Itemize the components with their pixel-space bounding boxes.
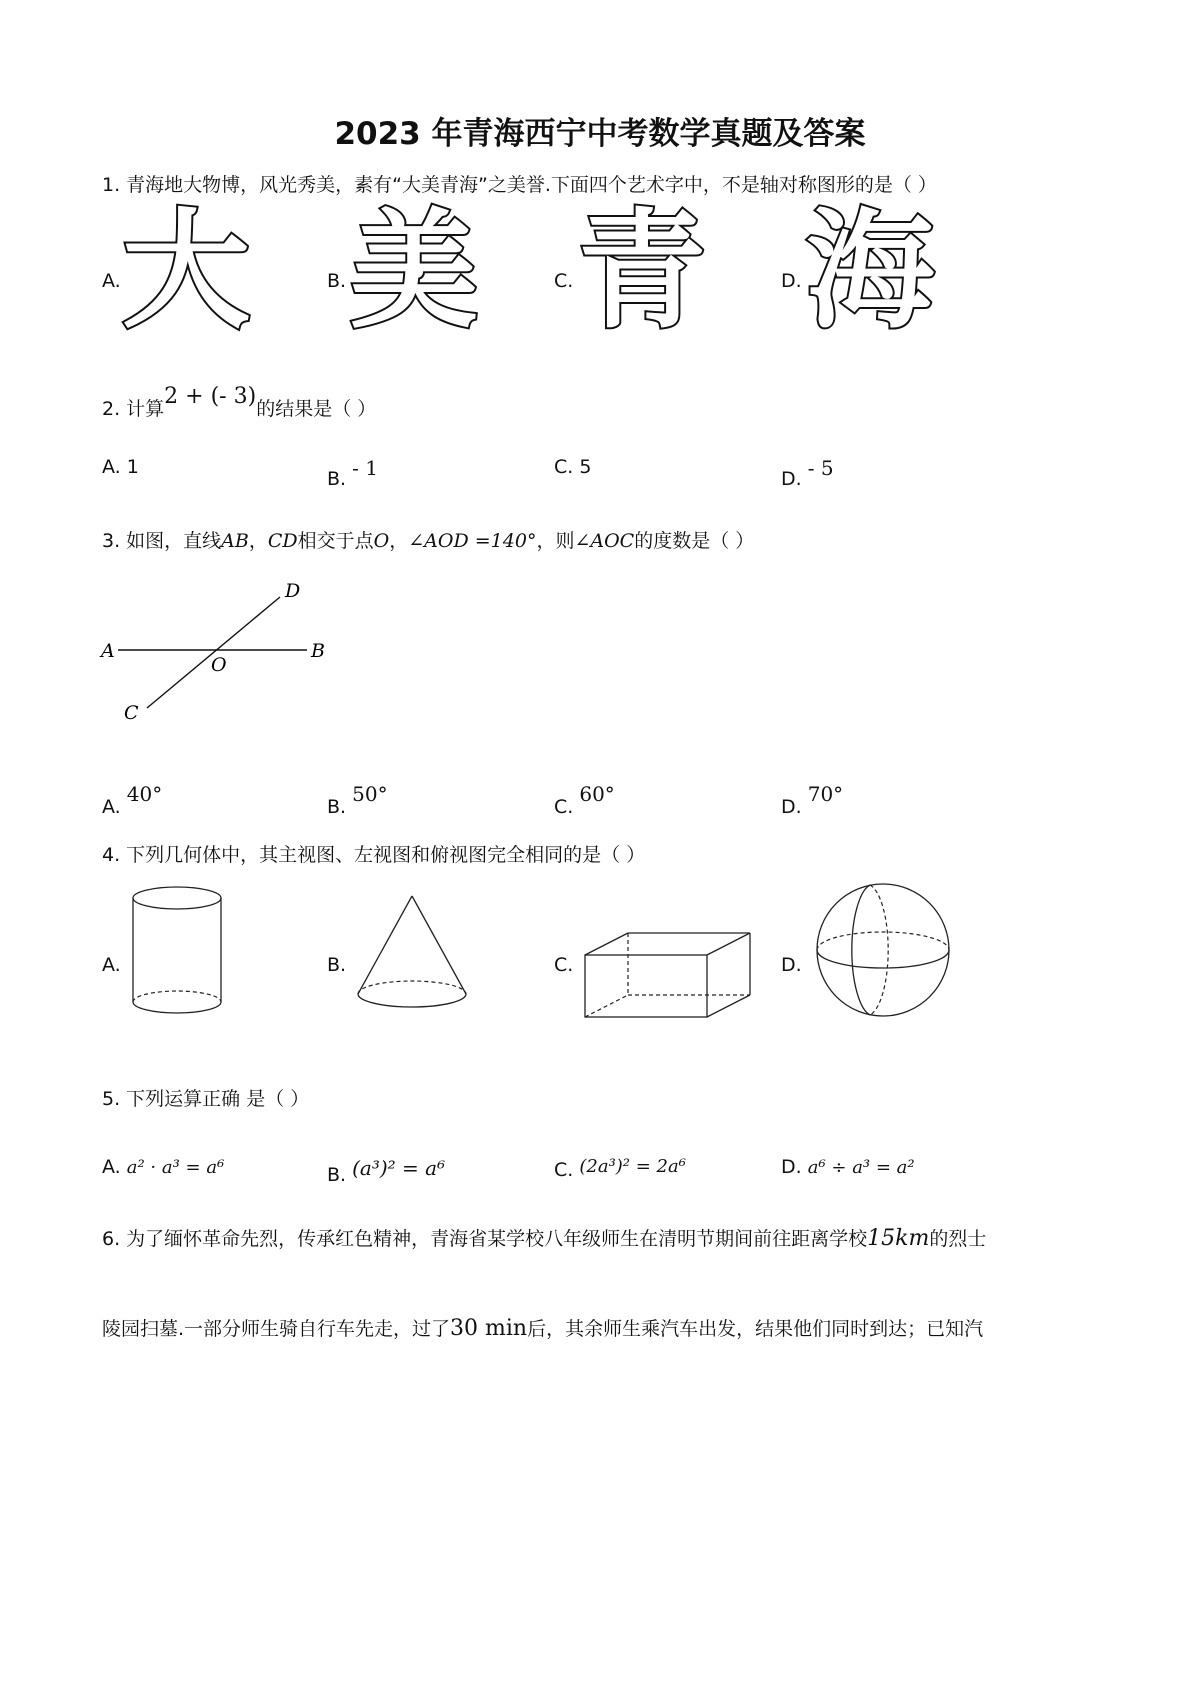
- q5-option-a: [102, 1156, 224, 1178]
- q6-text-part: 后，其余师生乘汽车出发，结果他们同时到达；已知汽: [527, 1318, 984, 1340]
- q5-option-d-expr: a⁶ ÷ a³ = a²: [807, 1157, 915, 1178]
- q5-option-a-expr: a² · a³ = a⁶: [126, 1157, 225, 1178]
- q3-option-d: [781, 782, 843, 818]
- label-d: D: [285, 580, 301, 602]
- q2-prefix: 2. 计算: [102, 398, 165, 420]
- q2-option-d-label: D.: [781, 468, 802, 490]
- q3-text-part: ，: [389, 530, 409, 552]
- q4-option-a-label: A.: [102, 954, 121, 976]
- q2-option-a: [102, 456, 139, 478]
- sphere-icon: [808, 878, 958, 1023]
- label-c: C: [124, 702, 139, 724]
- q5-option-d-label: D.: [781, 1156, 802, 1178]
- q5-option-a-label: A.: [102, 1156, 121, 1178]
- q3-option-a-value: 40°: [126, 782, 163, 806]
- question-4-text: 4. 下列几何体中，其主视图、左视图和俯视图完全相同的是（ ）: [102, 844, 646, 866]
- line-cd: [147, 597, 280, 708]
- q1-option-c-char: 青: [578, 197, 707, 346]
- q3-text-part: ，则: [536, 530, 575, 552]
- q3-option-c-label: C.: [554, 796, 574, 818]
- q2-option-a-label: A.: [102, 456, 121, 478]
- q4-option-b-label: B.: [327, 954, 347, 976]
- q3-option-d-value: 70°: [807, 782, 844, 806]
- q3-text-part: ，: [248, 530, 268, 552]
- q2-option-c-value: 5: [579, 456, 592, 478]
- label-o: O: [211, 654, 227, 676]
- q5-option-c-label: C.: [554, 1159, 574, 1181]
- q5-option-b-expr: (a³)² = a⁶: [352, 1156, 446, 1180]
- q3-text-part: 相交于点: [297, 530, 374, 552]
- q4-option-d-label: D.: [781, 954, 802, 976]
- q3-option-d-label: D.: [781, 796, 802, 818]
- q3-option-c: [554, 782, 615, 818]
- q6-distance: 15km: [867, 1226, 930, 1251]
- q2-expression: 2 + (- 3): [164, 384, 257, 409]
- q3-option-b-value: 50°: [352, 782, 388, 806]
- cylinder-icon: [125, 880, 230, 1025]
- q1-option-a-label: A.: [102, 270, 121, 292]
- question-5-text: 5. 下列运算正确 是（ ）: [102, 1088, 310, 1110]
- q5-option-d: [781, 1156, 915, 1178]
- q3-text-part: 3. 如图，直线: [102, 530, 222, 552]
- label-b: B: [311, 640, 325, 662]
- q6-text-part: 6. 为了缅怀革命先烈，传承红色精神，青海省某学校八年级师生在清明节期间前往距离学校: [102, 1228, 868, 1250]
- label-a: A: [101, 640, 115, 662]
- q1-option-b-char: 美: [350, 197, 479, 346]
- q2-option-b-value: - 1: [352, 456, 378, 480]
- q1-option-d-char: 海: [806, 197, 935, 346]
- page-title: 2023 年青海西宁中考数学真题及答案: [334, 116, 866, 152]
- question-6-line-2: [102, 1314, 983, 1341]
- q6-text-part: 陵园扫墓.一部分师生骑自行车先走，过了: [102, 1318, 451, 1340]
- q2-option-c-label: C.: [554, 456, 574, 478]
- q5-option-c-expr: (2a³)² = 2a⁶: [579, 1156, 686, 1177]
- q5-option-c: [554, 1156, 686, 1181]
- q3-intersecting-lines-figure: [95, 575, 345, 730]
- q3-point-o: O: [373, 530, 390, 552]
- q5-option-b-label: B.: [327, 1164, 347, 1186]
- q1-option-b-label: B.: [327, 270, 347, 292]
- q3-option-b-label: B.: [327, 796, 347, 818]
- q3-option-a-label: A.: [102, 796, 121, 818]
- question-6-line-1: [102, 1224, 986, 1251]
- q3-line-ab: AB: [221, 530, 249, 552]
- q3-angle-aod: ∠AOD =140°: [408, 530, 537, 552]
- q1-option-a-char: 大: [122, 197, 251, 346]
- q3-option-a: [102, 782, 162, 818]
- question-1-text: 1. 青海地大物博，风光秀美，素有“大美青海”之美誉.下面四个艺术字中，不是轴对称图形的是（ ）: [102, 174, 937, 196]
- q3-option-c-value: 60°: [579, 782, 615, 806]
- cuboid-icon: [578, 925, 758, 1025]
- cone-icon: [350, 890, 490, 1020]
- q6-time: 30 min: [450, 1316, 528, 1341]
- q2-option-c: [554, 456, 591, 478]
- q1-option-d-label: D.: [781, 270, 802, 292]
- question-3-text: [102, 526, 754, 553]
- q2-option-b: [327, 456, 378, 490]
- q2-option-b-label: B.: [327, 468, 347, 490]
- q1-option-c-label: C.: [554, 270, 574, 292]
- q3-option-b: [327, 782, 388, 818]
- q2-suffix: 的结果是（ ）: [256, 398, 377, 420]
- q3-line-cd: CD: [267, 530, 298, 552]
- q5-option-b: [327, 1156, 445, 1186]
- q6-text-part: 的烈士: [929, 1228, 987, 1250]
- q2-option-a-value: 1: [126, 456, 139, 478]
- q4-option-c-label: C.: [554, 954, 574, 976]
- q3-angle-aoc: ∠AOC: [574, 530, 635, 552]
- q3-text-part: 的度数是（ ）: [634, 530, 755, 552]
- q2-option-d: [781, 456, 834, 490]
- question-2-text: [102, 384, 376, 421]
- q2-option-d-value: - 5: [807, 456, 834, 480]
